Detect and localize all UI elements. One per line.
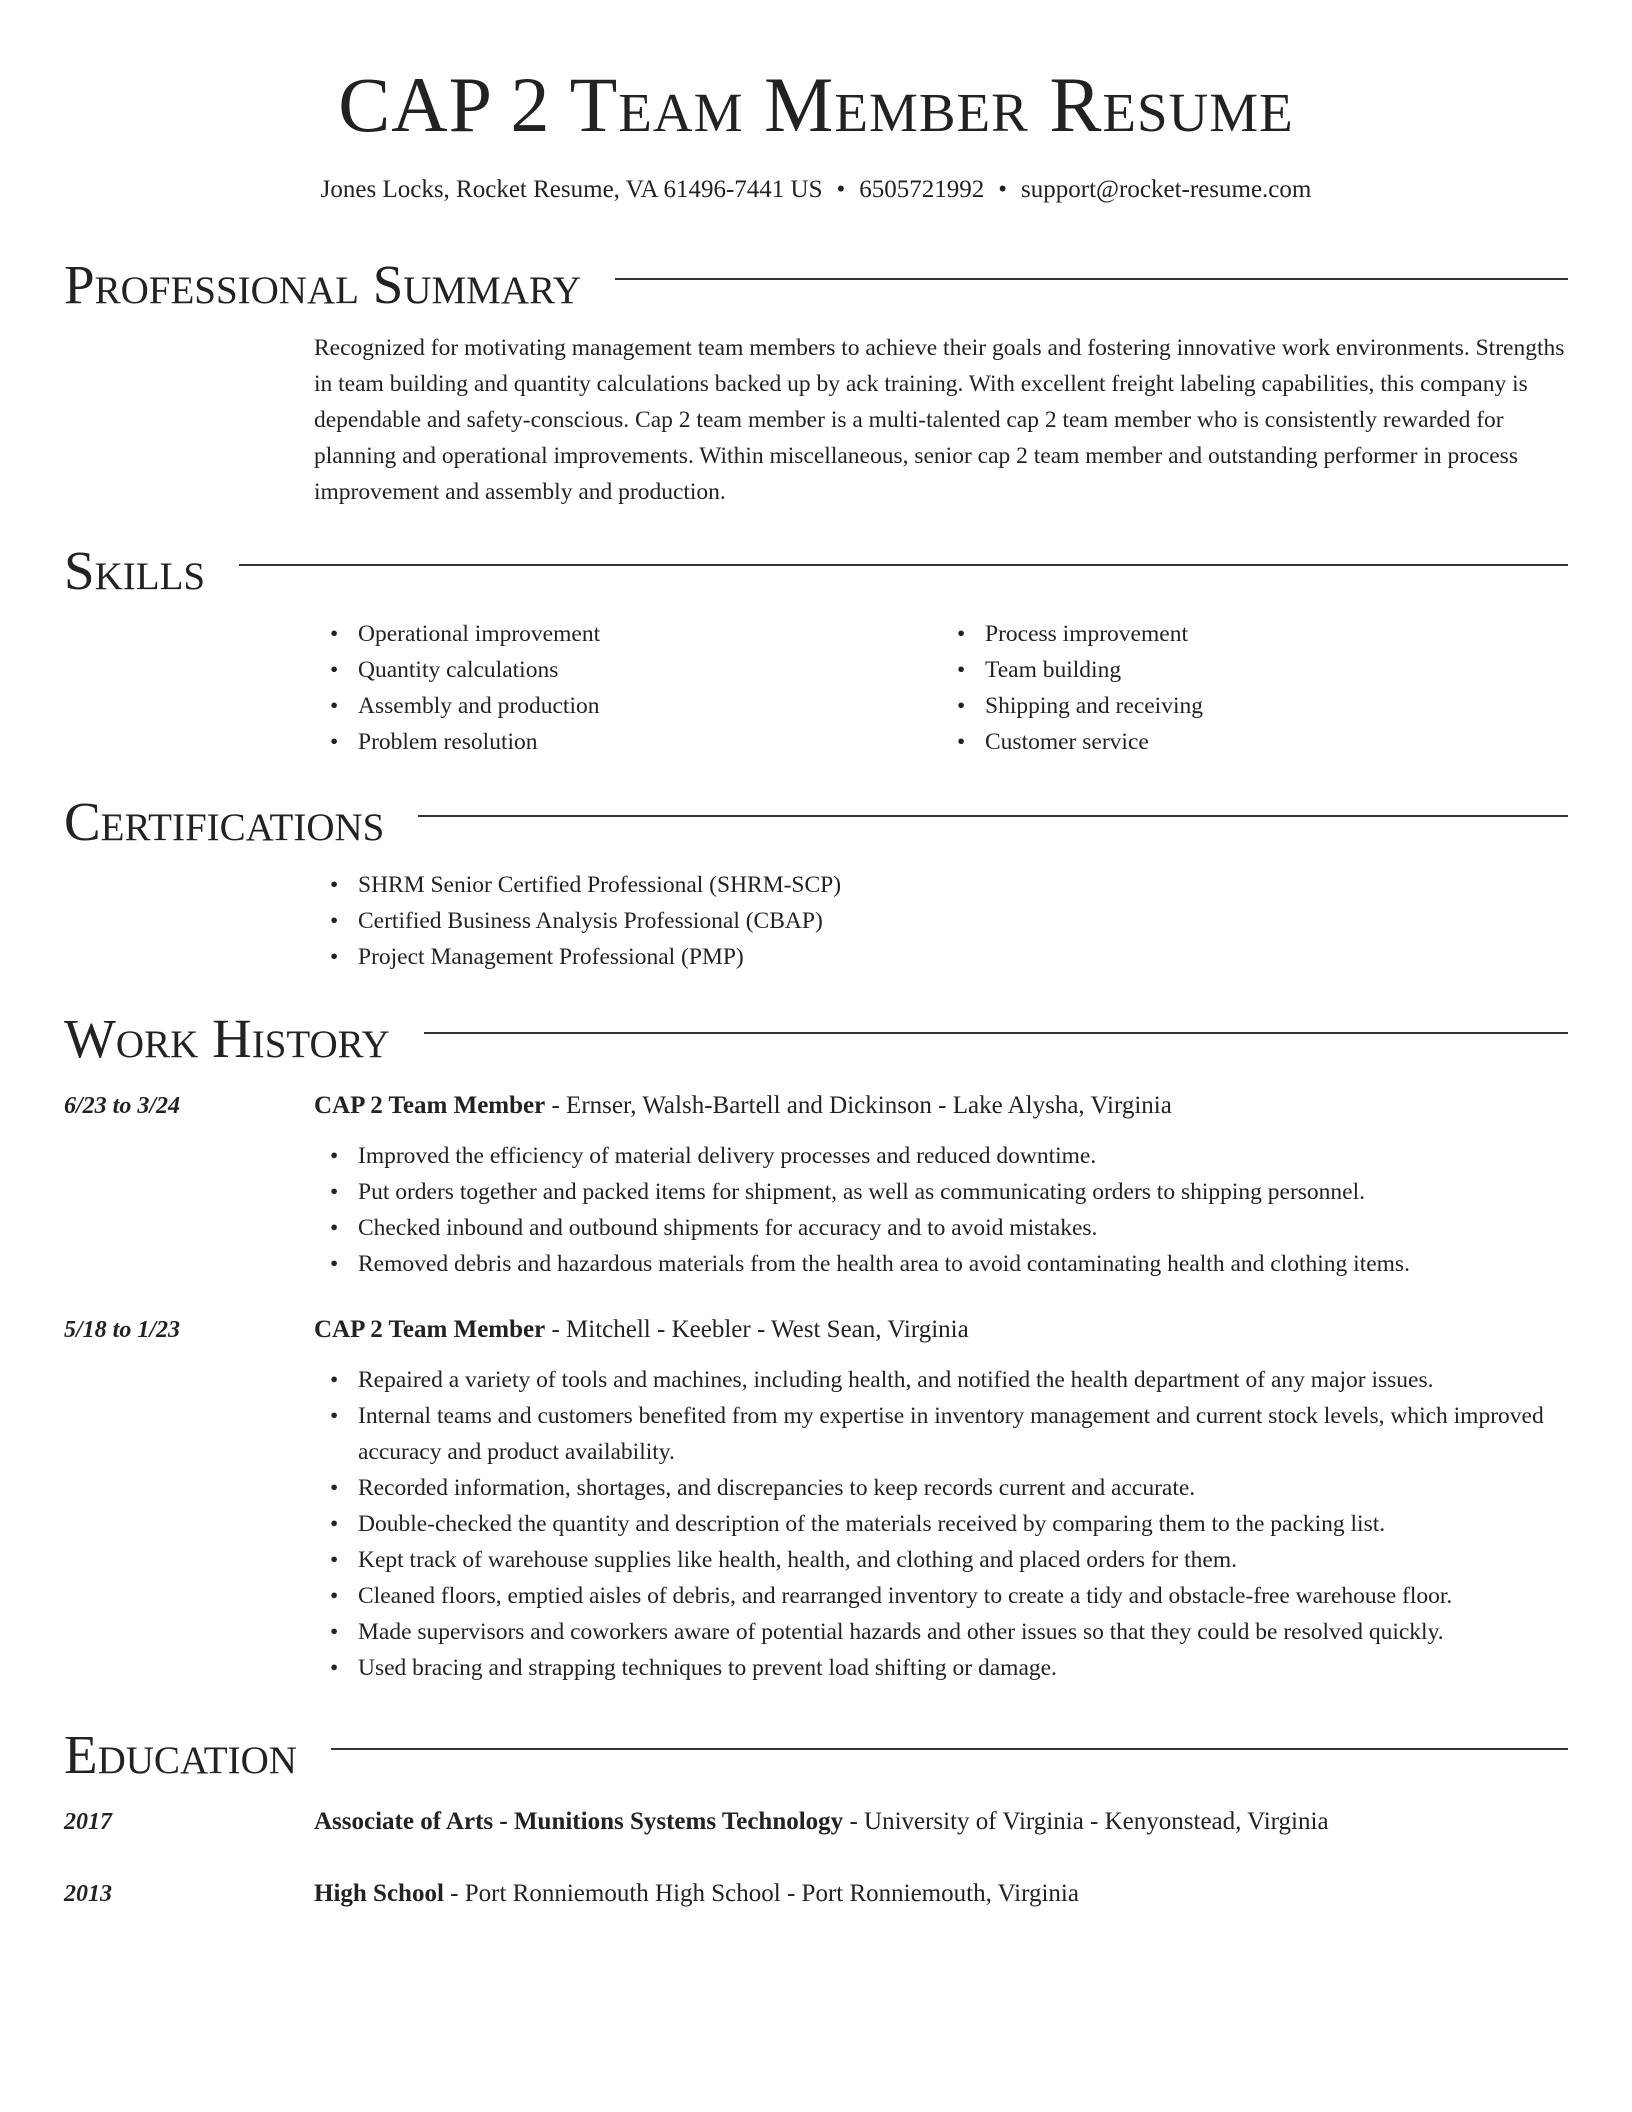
certification-item: • Certified Business Analysis Professional (CBAP) — [358, 903, 1568, 939]
education-year: 2017 — [64, 1809, 112, 1835]
section-divider — [424, 1032, 1568, 1034]
job-bullet: • Kept track of warehouse supplies like health, health, and clothing and placed orders for them. — [358, 1542, 1568, 1578]
skill-item: • Shipping and receiving — [985, 688, 1568, 724]
job-bullet: • Made supervisors and coworkers aware of potential hazards and other issues so that they could be resolved quickly. — [358, 1614, 1568, 1650]
job-bullet: • Double-checked the quantity and description of the materials received by comparing them to the packing list. — [358, 1506, 1568, 1542]
education-section — [64, 1720, 1568, 1912]
job-header — [314, 1312, 1568, 1348]
section-divider — [239, 564, 1568, 566]
job-dates: 5/18 to 1/23 — [64, 1317, 181, 1343]
job-entry — [64, 1312, 1568, 1686]
job-entry — [64, 1088, 1568, 1282]
job-bullet: • Internal teams and customers benefited from my expertise in inventory management and current stock levels, which improved accuracy and product availability. — [358, 1398, 1568, 1470]
contact-line — [0, 172, 1632, 208]
skill-item: • Operational improvement — [358, 616, 941, 652]
education-entry — [64, 1876, 1568, 1912]
job-employer: - Mitchell - Keebler - West Sean, Virginia — [545, 1316, 969, 1343]
skills-grid — [314, 616, 1568, 760]
skills-list-left — [314, 616, 941, 760]
section-divider — [418, 815, 1568, 817]
education-year: 2013 — [64, 1881, 112, 1907]
certifications-title: Certifications — [64, 791, 385, 852]
skill-item: • Assembly and production — [358, 688, 941, 724]
contact-email: support@rocket-resume.com — [1021, 176, 1312, 203]
contact-separator: • — [998, 176, 1008, 203]
education-title: Education — [64, 1724, 297, 1785]
section-divider — [615, 278, 1568, 280]
skill-item: • Process improvement — [985, 616, 1568, 652]
job-bullets — [314, 1138, 1568, 1282]
job-employer: - Ernser, Walsh-Bartell and Dickinson - Lake Alysha, Virginia — [545, 1092, 1172, 1119]
skill-item: • Team building — [985, 652, 1568, 688]
resume-title: CAP 2 Team Member Resume — [338, 61, 1294, 148]
work-history-title: Work History — [64, 1008, 390, 1069]
education-school: - University of Virginia - Kenyonstead, Virginia — [843, 1808, 1329, 1835]
education-degree: High School — [314, 1880, 444, 1907]
job-bullet: • Cleaned floors, emptied aisles of debris, and rearranged inventory to create a tidy and obstacle-free warehouse floor. — [358, 1578, 1568, 1614]
job-bullet: • Used bracing and strapping techniques to prevent load shifting or damage. — [358, 1650, 1568, 1686]
skills-list-right — [941, 616, 1568, 760]
summary-text: Recognized for motivating management team members to achieve their goals and fostering innovative work environments. Strengths in team building and quantity calculations backed up by ack training. With excellent freight labeling capabilities, this company is dependable and safety-conscious. Cap 2 team member is a multi-talented cap 2 team member who is consistently rewarded for planning and operational improvements. Within miscellaneous, senior cap 2 team member and outstanding performer in process improvement and assembly and production. — [314, 335, 1565, 505]
skill-item: • Problem resolution — [358, 724, 941, 760]
job-bullet: • Improved the efficiency of material delivery processes and reduced downtime. — [358, 1138, 1568, 1174]
skills-section — [64, 536, 1568, 760]
education-heading — [64, 1720, 1568, 1790]
job-bullet: • Repaired a variety of tools and machines, including health, and notified the health department of any major issues. — [358, 1362, 1568, 1398]
job-title: CAP 2 Team Member — [314, 1092, 546, 1119]
skill-item: • Quantity calculations — [358, 652, 941, 688]
section-divider — [331, 1748, 1568, 1750]
certifications-list — [314, 867, 1568, 975]
education-school: - Port Ronniemouth High School - Port Ronniemouth, Virginia — [443, 1880, 1079, 1907]
job-bullet: • Removed debris and hazardous materials from the health area to avoid contaminating health and clothing items. — [358, 1246, 1568, 1282]
certifications-section — [64, 787, 1568, 975]
skills-heading — [64, 536, 1568, 606]
job-bullets — [314, 1362, 1568, 1686]
skills-title: Skills — [64, 540, 206, 601]
education-degree: Associate of Arts - Munitions Systems Technology — [314, 1808, 844, 1835]
job-dates: 6/23 to 3/24 — [64, 1093, 181, 1119]
job-title: CAP 2 Team Member — [314, 1316, 546, 1343]
work-history-heading — [64, 1004, 1568, 1074]
summary-section — [64, 250, 1568, 510]
skill-item: • Customer service — [985, 724, 1568, 760]
contact-phone: 6505721992 — [859, 176, 985, 203]
job-bullet: • Checked inbound and outbound shipments for accuracy and to avoid mistakes. — [358, 1210, 1568, 1246]
summary-title: Professional Summary — [64, 254, 582, 315]
job-bullet: • Recorded information, shortages, and discrepancies to keep records current and accurate. — [358, 1470, 1568, 1506]
certifications-heading — [64, 787, 1568, 857]
summary-heading — [64, 250, 1568, 320]
job-bullet: • Put orders together and packed items for shipment, as well as communicating orders to shipping personnel. — [358, 1174, 1568, 1210]
education-entry — [64, 1804, 1568, 1840]
job-header — [314, 1088, 1568, 1124]
certification-item: • Project Management Professional (PMP) — [358, 939, 1568, 975]
contact-separator: • — [836, 176, 846, 203]
work-history-section — [64, 1004, 1568, 1686]
certification-item: • SHRM Senior Certified Professional (SHRM-SCP) — [358, 867, 1568, 903]
contact-address: Jones Locks, Rocket Resume, VA 61496-7441 US — [320, 176, 823, 203]
